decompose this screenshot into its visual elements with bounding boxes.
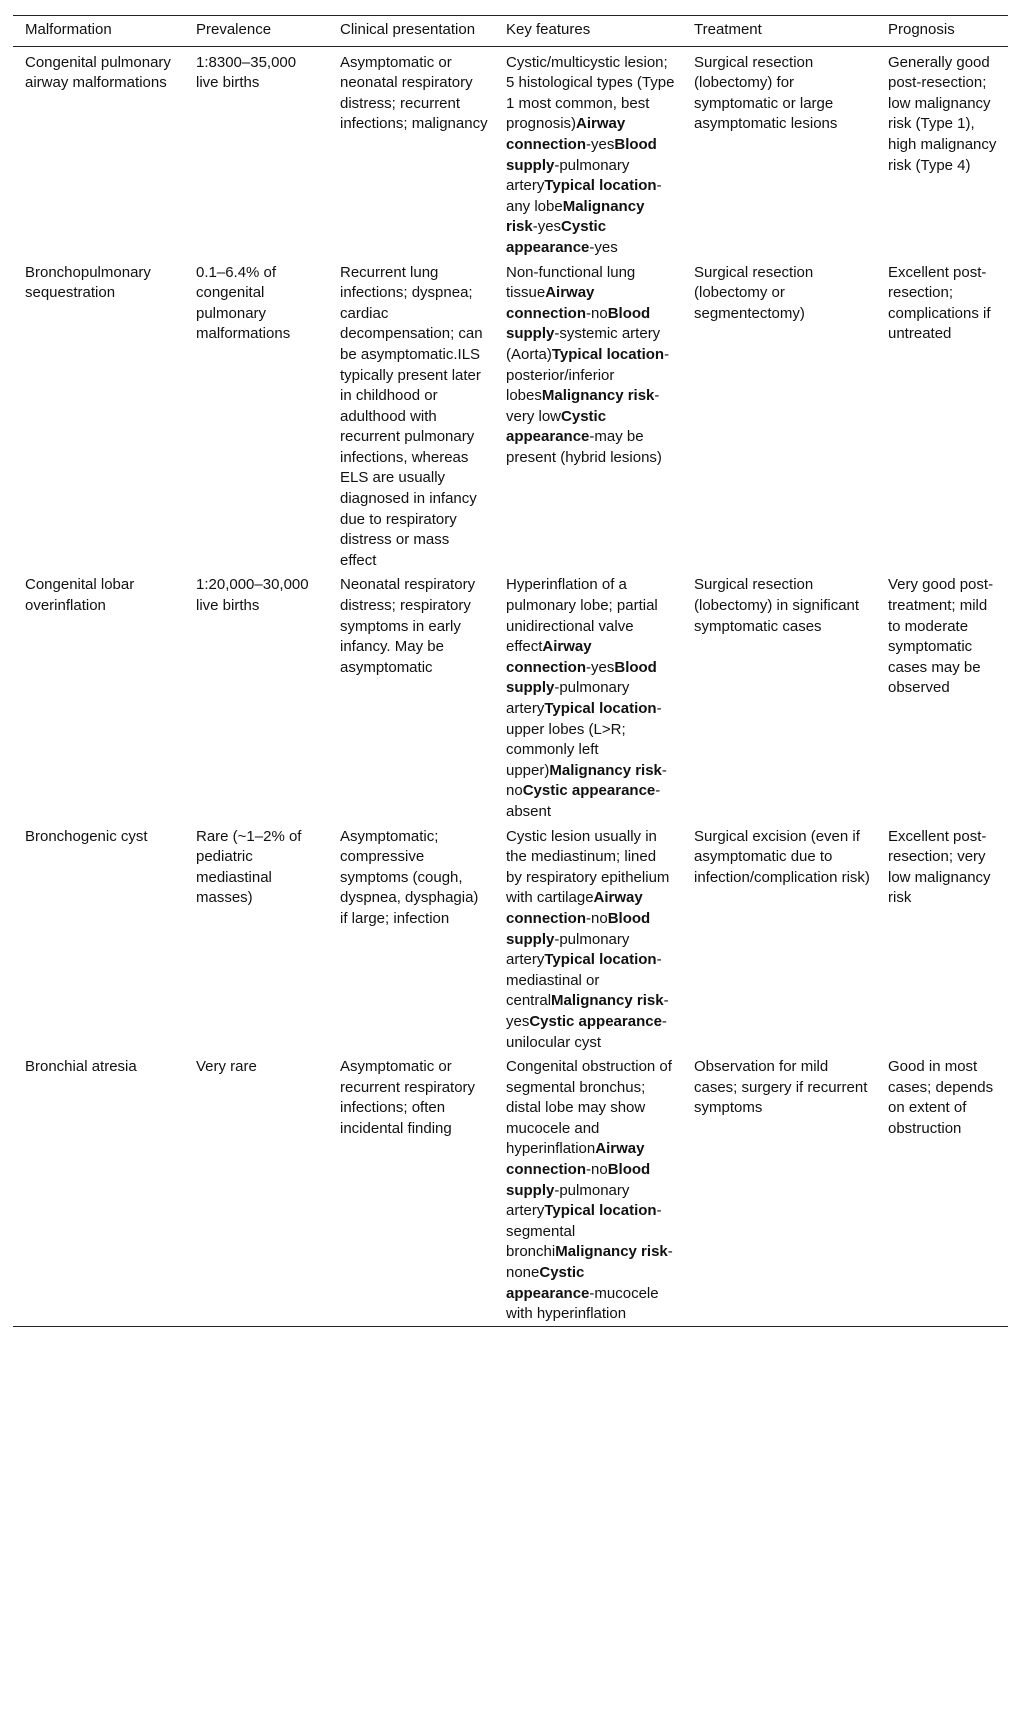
location-label: Typical location (544, 1202, 657, 1220)
cystic-label: Cystic appearance (506, 407, 607, 446)
cystic-value: -yes (589, 238, 618, 256)
treatment-cell: Surgical resection (lobectomy or segmentectomy) (694, 263, 814, 322)
blood-supply-label: Blood supply (506, 135, 657, 174)
malignancy-label: Malignancy risk (551, 992, 664, 1010)
location-label: Typical location (544, 951, 657, 969)
location-value: -upper lobes (L>R; commonly left upper) (506, 700, 662, 779)
malformation-cell: Bronchial atresia (25, 1058, 137, 1076)
prognosis-cell: Good in most cases; depends on extent of obstruction (888, 1058, 994, 1137)
treatment-cell: Surgical resection (lobectomy) for symptomatic or large asymptomatic lesions (694, 53, 838, 133)
features-description: Hyperinflation of a pulmonary lobe; partial unidirectional valve effect (506, 576, 658, 656)
prognosis-cell: Excellent post-resection; complications if untreated (888, 263, 991, 343)
airway-label: Airway connection (506, 284, 595, 322)
header-prevalence: Prevalence (196, 21, 272, 38)
features-description: Cystic lesion usually in the mediastinum; lined by respiratory epithelium with cartilage (506, 827, 670, 907)
airway-label: Airway connection (506, 1140, 645, 1179)
treatment-cell: Surgical resection (lobectomy) in significant symptomatic cases (694, 576, 860, 635)
blood-supply-label: Blood supply (506, 304, 651, 343)
prevalence-cell: 1:20,000–30,000 live births (196, 576, 309, 615)
presentation-cell: Recurrent lung infections; dyspnea; cardiac decompensation; can be asymptomatic.ILS typically present later in childhood or adulthood with recurrent pulmonary infections, whereas ELS are usually diagnosed in infancy due to respiratory distress or mass effect (340, 263, 483, 569)
cystic-value: -may be present (hybrid lesions) (506, 428, 662, 466)
blood-supply-label: Blood supply (506, 1161, 651, 1199)
key-features-cell (494, 572, 682, 823)
features-description: Congenital obstruction of segmental bronchus; distal lobe may show mucocele and hyperinflation (506, 1058, 672, 1158)
prognosis-cell: Excellent post-resection; very low malignancy risk (888, 827, 991, 907)
header-treatment: Treatment (694, 21, 762, 38)
malignancy-value: -yes (506, 992, 669, 1030)
malignancy-label: Malignancy risk (549, 761, 662, 779)
key-features-cell (494, 824, 682, 1055)
prognosis-cell: Generally good post-resection; low malignancy risk (Type 1), high malignancy risk (Type 4) (888, 53, 997, 174)
location-value: -posterior/inferior lobes (506, 345, 670, 405)
blood-supply-value: -systemic artery (Aorta) (506, 325, 661, 363)
table-row (13, 46, 1008, 259)
prevalence-cell: Rare (~1–2% of pediatric mediastinal masses) (196, 827, 302, 907)
malignancy-value: -very low (506, 387, 660, 425)
location-label: Typical location (551, 345, 665, 363)
presentation-cell: Asymptomatic or recurrent respiratory infections; often incidental finding (340, 1058, 476, 1137)
prognosis-cell: Very good post-treatment; mild to moderate symptomatic cases may be observed (888, 576, 994, 697)
airway-value: -yes (586, 135, 615, 153)
malformation-cell: Congenital lobar overinflation (25, 576, 135, 615)
blood-supply-label: Blood supply (506, 658, 657, 697)
malignancy-value: -no (506, 761, 667, 800)
key-features-cell (494, 46, 682, 259)
location-value: -any lobe (506, 177, 662, 215)
cystic-value: -unilocular cyst (506, 1012, 667, 1051)
malformation-cell: Bronchogenic cyst (25, 827, 148, 845)
airway-value: -no (586, 1161, 608, 1179)
features-description: Non-functional lung tissue (506, 263, 636, 302)
airway-value: -no (586, 304, 608, 322)
blood-supply-value: -pulmonary artery (506, 930, 630, 969)
malignancy-value: -yes (532, 218, 562, 236)
location-value: -segmental bronchi (506, 1202, 662, 1261)
malignancy-label: Malignancy risk (541, 387, 655, 405)
malignancy-label: Malignancy risk (506, 197, 645, 236)
header-malformation: Malformation (25, 21, 112, 38)
table-row (13, 572, 1008, 823)
airway-label: Airway connection (506, 638, 592, 676)
malformation-cell: Congenital pulmonary airway malformations (25, 53, 171, 92)
blood-supply-label: Blood supply (506, 909, 651, 948)
airway-label: Airway connection (506, 115, 626, 153)
presentation-cell: Neonatal respiratory distress; respiratory symptoms in early infancy. May be asymptomatic (340, 576, 476, 676)
location-label: Typical location (544, 177, 657, 195)
airway-value: -no (586, 909, 608, 927)
airway-value: -yes (586, 658, 615, 676)
location-value: -mediastinal or central (506, 951, 662, 1010)
header-clinical-presentation: Clinical presentation (340, 21, 476, 38)
cystic-value: -mucocele with hyperinflation (506, 1284, 659, 1323)
treatment-cell: Observation for mild cases; surgery if recurrent symptoms (694, 1058, 868, 1117)
header-key-features: Key features (506, 21, 591, 38)
prevalence-cell: Very rare (196, 1058, 257, 1076)
prevalence-cell: 0.1–6.4% of congenital pulmonary malformations (196, 263, 291, 343)
presentation-cell: Asymptomatic or neonatal respiratory distress; recurrent infections; malignancy (340, 53, 488, 133)
blood-supply-value: -pulmonary artery (506, 156, 630, 195)
treatment-cell: Surgical excision (even if asymptomatic due to infection/complication risk) (694, 827, 870, 886)
cystic-label: Cystic appearance (522, 782, 656, 800)
key-features-cell (494, 260, 682, 573)
table-row (13, 1054, 1008, 1326)
header-row (13, 16, 1008, 47)
features-description: Cystic/multicystic lesion; 5 histological types (Type 1 most common, best prognosis) (506, 53, 675, 133)
malformations-table (13, 15, 1008, 1327)
table-row (13, 260, 1008, 573)
malignancy-value: -none (506, 1243, 673, 1282)
malignancy-label: Malignancy risk (555, 1243, 668, 1261)
presentation-cell: Asymptomatic; compressive symptoms (cough, dyspnea, dysphagia) if large; infection (340, 827, 479, 927)
table-header (13, 16, 1008, 47)
table-body (13, 46, 1008, 1326)
location-label: Typical location (544, 700, 657, 717)
cystic-label: Cystic appearance (529, 1012, 662, 1030)
key-features-cell (494, 1054, 682, 1326)
table-row (13, 824, 1008, 1055)
cystic-label: Cystic appearance (506, 218, 607, 256)
malformation-cell: Bronchopulmonary sequestration (25, 263, 151, 302)
cystic-label: Cystic appearance (506, 1264, 590, 1302)
blood-supply-value: -pulmonary artery (506, 679, 630, 717)
blood-supply-value: -pulmonary artery (506, 1181, 630, 1220)
prevalence-cell: 1:8300–35,000 live births (196, 53, 297, 92)
cystic-value: -absent (506, 782, 661, 820)
airway-label: Airway connection (506, 889, 643, 927)
header-prognosis: Prognosis (888, 21, 955, 38)
